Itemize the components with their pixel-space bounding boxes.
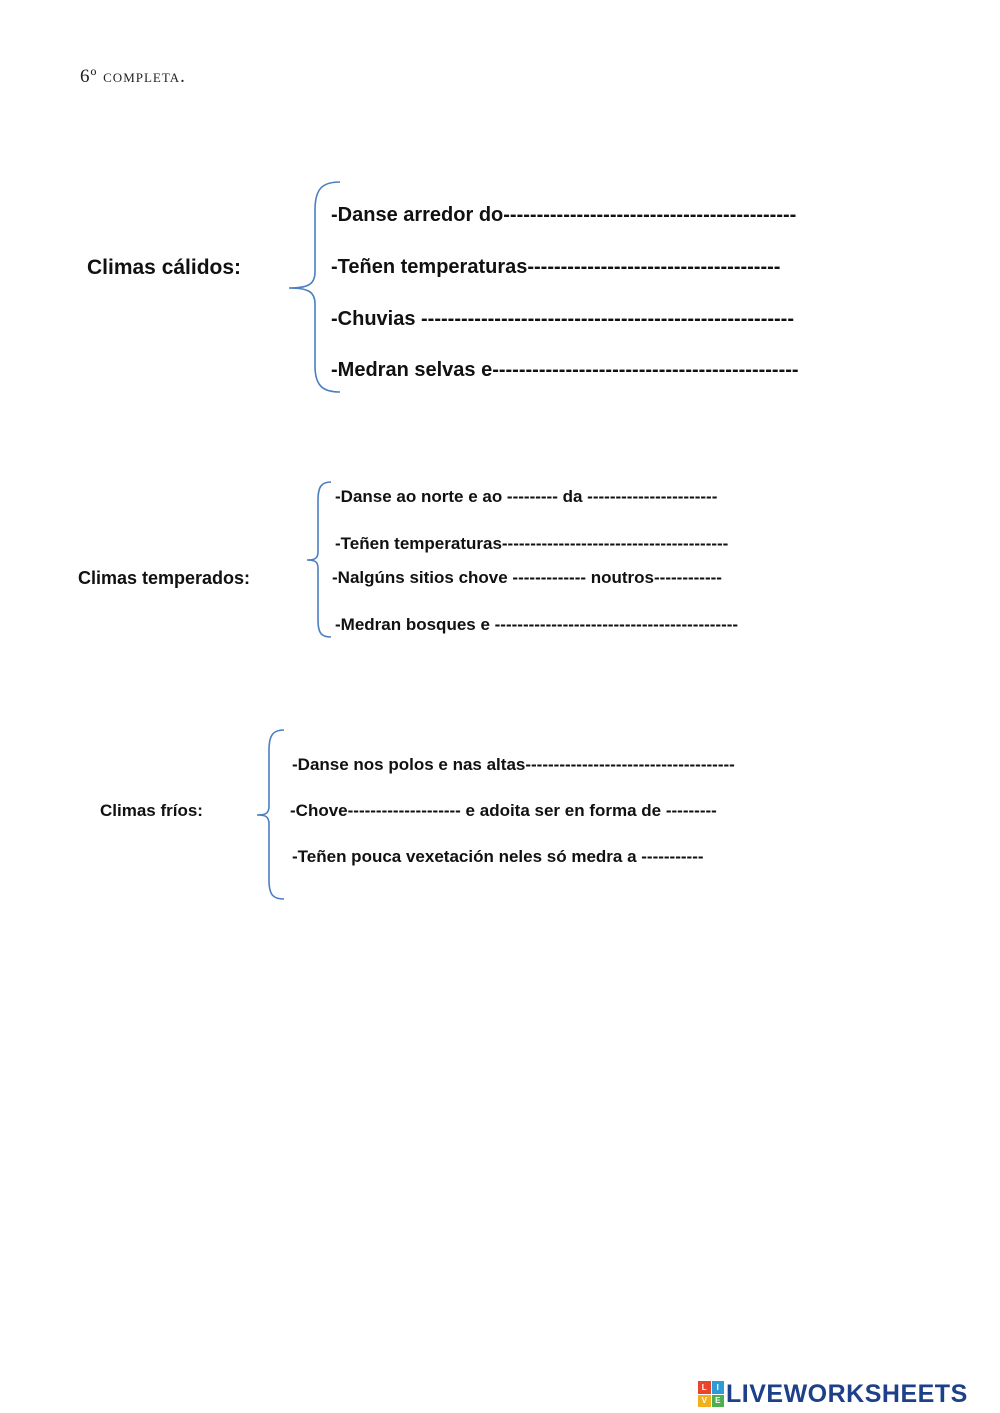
page-title: 6º completa. [80,66,186,87]
liveworksheets-logo [698,1378,968,1410]
fill-line: -Chuvias -------------------------------------------------------- [331,308,794,330]
section-label-frios: Climas fríos: [100,801,203,820]
logo-text: LIVEWORKSHEETS [726,1379,968,1408]
brace-icon [254,728,288,903]
fill-line: -Teñen temperaturas---------------------------------------- [335,534,729,553]
logo-badge-letter: I [712,1381,725,1394]
fill-line: -Danse ao norte e ao --------- da ----------------------- [335,487,718,506]
logo-badge-icon [698,1381,724,1407]
logo-badge-letter: V [698,1395,711,1408]
logo-badge-letter: L [698,1381,711,1394]
section-label-temperados: Climas temperados: [78,568,251,588]
fill-line: -Medran selvas e---------------------------------------------- [331,359,799,381]
fill-line: -Medran bosques e ------------------------------------------- [335,615,739,634]
fill-line: -Danse arredor do-------------------------------------------- [331,204,797,226]
fill-line: -Teñen temperaturas-------------------------------------- [331,256,781,278]
fill-line: -Chove-------------------- e adoita ser en forma de --------- [290,801,717,820]
fill-line: -Nalgúns sitios chove ------------- noutros------------ [332,568,722,587]
section-label-calidos: Climas cálidos: [87,256,242,279]
fill-line: -Danse nos polos e nas altas------------------------------------- [292,755,735,774]
fill-line: -Teñen pouca vexetación neles só medra a ----------- [292,847,704,866]
logo-badge-letter: E [712,1395,725,1408]
brace-icon [305,480,335,640]
